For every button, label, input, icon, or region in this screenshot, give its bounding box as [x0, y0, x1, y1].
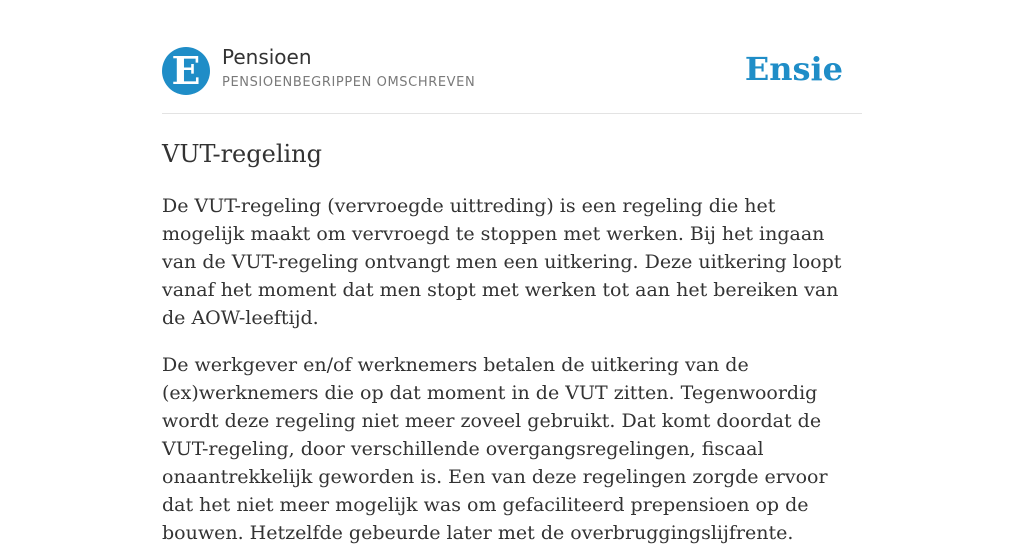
- page-container: [162, 0, 862, 547]
- site-subtitle: PENSIOENBEGRIPPEN OMSCHREVEN: [222, 75, 476, 90]
- page-title: VUT-regeling: [162, 140, 322, 168]
- site-header: [162, 0, 862, 114]
- ensie-logo-icon[interactable]: E: [162, 47, 210, 95]
- site-title[interactable]: Pensioen: [222, 45, 312, 69]
- article-paragraph: De werkgever en/of werknemers betalen de uitkering van de (ex)werknemers die op dat moment in de VUT zitten. Tegenwoordig wordt deze regeling niet meer zoveel gebruikt. Dat komt doordat de VUT-regeling, door verschillende overgangsregelingen, fiscaal onaantrekkelijk geworden is. Een van deze regelingen zorgde ervoor dat het niet meer mogelijk was om gefaciliteerd prepensioen op de bouwen. Hetzelfde gebeurde later met de overbruggingslijfrente.: [162, 354, 828, 544]
- article-paragraph: De VUT-regeling (vervroegde uittreding) is een regeling die het mogelijk maakt om vervroegd te stoppen met werken. Bij het ingaan van de VUT-regeling ontvangt men een uitkering. Deze uitkering loopt vanaf het moment dat men stopt met werken tot aan het bereiken van de AOW-leeftijd.: [162, 195, 842, 329]
- brand-logo[interactable]: Ensie: [744, 50, 843, 88]
